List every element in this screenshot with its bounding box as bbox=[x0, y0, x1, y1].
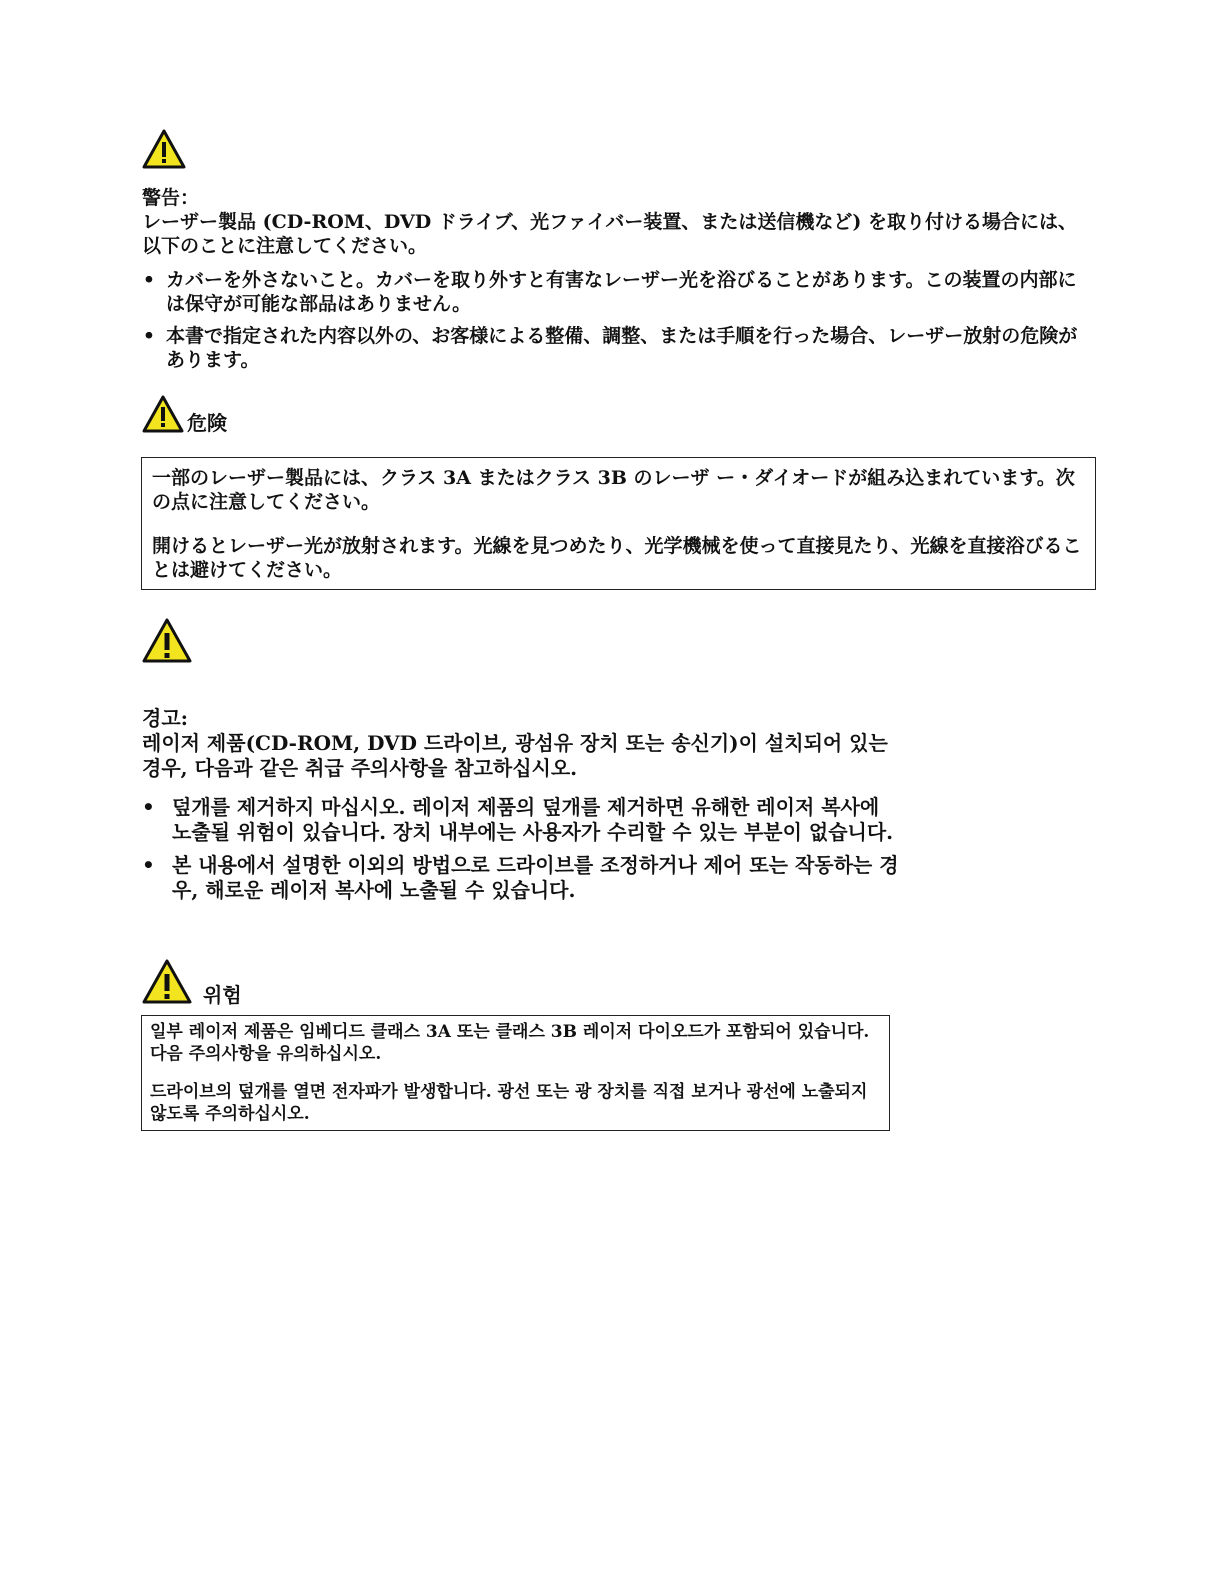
korean-caution-heading: 경고: bbox=[142, 706, 189, 730]
japanese-danger-paragraph-2: 開けるとレーザー光が放射されます。光線を見つめたり、光学機械を使って直接見たり、光線を直接浴びることは避けてください。 bbox=[152, 535, 1082, 581]
japanese-caution-intro: レーザー製品 (CD-ROM、DVD ドライブ、光ファイバー装置、または送信機など) を取り付ける場合には、以下のことに注意してください。 bbox=[142, 211, 1077, 257]
list-item-text: 본 내용에서 설명한 이외의 방법으로 드라이브를 조정하거나 제어 또는 작동하는 경우, 해로운 레이저 복사에 노출될 수 있습니다. bbox=[172, 853, 899, 902]
warning-triangle-icon bbox=[141, 394, 185, 434]
korean-caution-list bbox=[142, 795, 902, 903]
japanese-danger-label: 危険 bbox=[187, 411, 227, 435]
list-item bbox=[142, 853, 902, 903]
japanese-danger-header bbox=[141, 394, 227, 434]
korean-danger-label: 위험 bbox=[203, 983, 242, 1007]
list-item bbox=[142, 268, 1092, 316]
korean-caution-section bbox=[142, 706, 902, 911]
korean-danger-paragraph-2: 드라이브의 덮개를 열면 전자파가 발생합니다. 광선 또는 광 장치를 직접 보거나 광선에 노출되지 않도록 주의하십시오. bbox=[150, 1082, 868, 1124]
warning-triangle-icon bbox=[141, 128, 187, 170]
list-item bbox=[142, 324, 1092, 372]
list-item-text: 덮개를 제거하지 마십시오. 레이저 제품의 덮개를 제거하면 유해한 레이저 복사에 노출될 위험이 있습니다. 장치 내부에는 사용자가 수리할 수 있는 부분이 없습니다. bbox=[172, 795, 894, 844]
korean-caution-intro: 레이저 제품(CD-ROM, DVD 드라이브, 광섬유 장치 또는 송신기)이 설치되어 있는 경우, 다음과 같은 취급 주의사항을 참고하십시오. bbox=[142, 731, 888, 780]
korean-danger-header bbox=[141, 958, 242, 1006]
korean-danger-box bbox=[141, 1015, 890, 1131]
japanese-caution-list bbox=[142, 268, 1092, 372]
japanese-danger-box bbox=[141, 457, 1096, 590]
korean-danger-paragraph-1: 일부 레이저 제품은 임베디드 클래스 3A 또는 클래스 3B 레이저 다이오드가 포함되어 있습니다. 다음 주의사항을 유의하십시오. bbox=[150, 1022, 870, 1064]
bullet-glyph: • bbox=[142, 269, 156, 291]
bullet-glyph: • bbox=[142, 853, 155, 877]
list-item-text: 本書で指定された内容以外の、お客様による整備、調整、または手順を行った場合、レーザー放射の危険があります。 bbox=[166, 325, 1078, 371]
japanese-caution-section bbox=[142, 186, 1092, 380]
japanese-caution-heading: 警告： bbox=[142, 187, 200, 209]
list-item bbox=[142, 795, 902, 845]
list-item-text: カバーを外さないこと。カバーを取り外すと有害なレーザー光を浴びることがあります。この装置の内部には保守が可能な部品はありません。 bbox=[166, 269, 1077, 315]
bullet-glyph: • bbox=[142, 325, 156, 347]
warning-triangle-icon bbox=[141, 958, 193, 1006]
warning-triangle-icon bbox=[141, 617, 193, 665]
bullet-glyph: • bbox=[142, 795, 155, 819]
japanese-danger-paragraph-1: 一部のレーザー製品には、クラス 3A またはクラス 3B のレーザ ー・ダイオードが組み込まれています。次の点に注意してください。 bbox=[152, 467, 1075, 513]
